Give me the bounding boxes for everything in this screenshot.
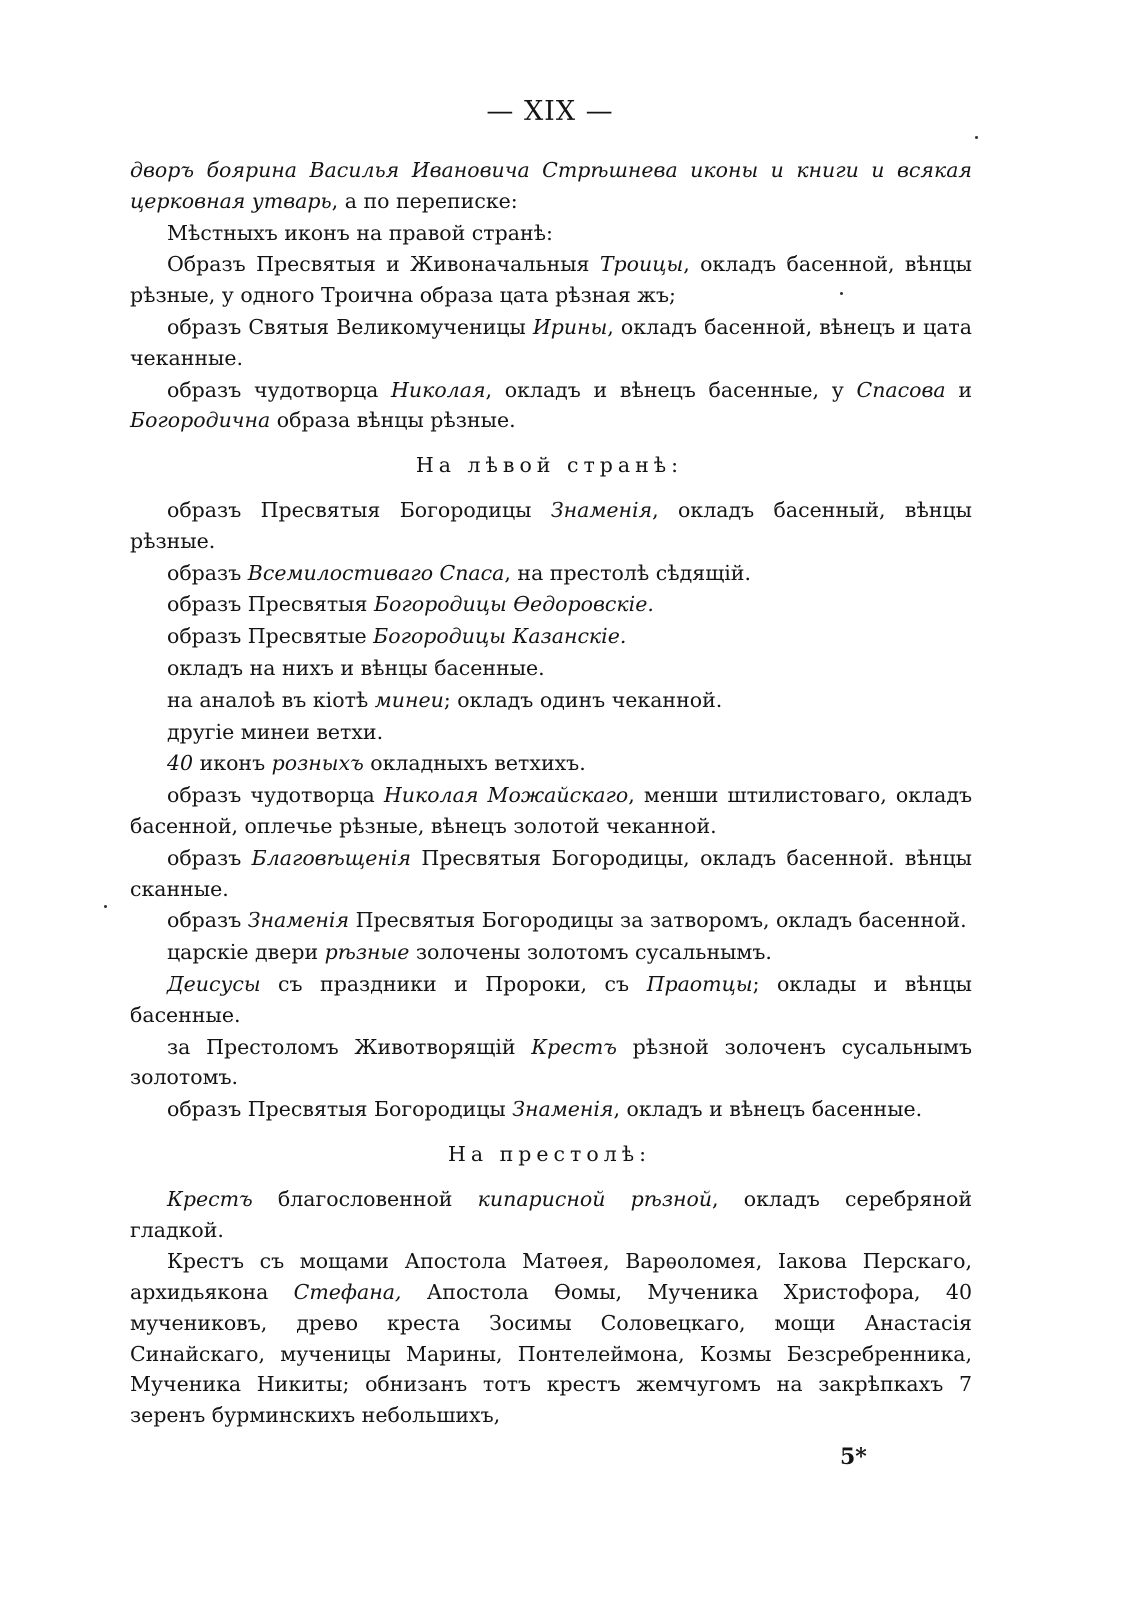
paragraph (130, 375, 972, 437)
text-segment: ; оклады и вѣнцы басенные. (130, 971, 972, 1027)
text-segment: образъ Святыя Великомученицы (167, 314, 533, 339)
paragraph (130, 653, 972, 684)
text-segment: окладныхъ ветхихъ. (363, 751, 586, 776)
paragraph (130, 780, 972, 842)
paragraph (130, 1032, 972, 1094)
italic-text: кипарисной рѣзной (477, 1186, 713, 1211)
text-segment: другіе минеи ветхи. (167, 719, 384, 744)
paragraph (130, 969, 972, 1031)
paragraph (130, 1094, 972, 1125)
text-segment: образъ Пресвятыя (167, 592, 374, 617)
paragraph (130, 843, 972, 905)
text-segment: царскіе двери (167, 940, 325, 965)
text-segment: и (945, 377, 972, 402)
text-segment: окладъ на нихъ и вѣнцы басенные. (167, 655, 545, 680)
paragraph (130, 905, 972, 936)
text-segment: образъ (167, 560, 248, 585)
text-segment: , окладъ серебряной гладкой. (130, 1186, 972, 1242)
text-segment: образъ чудотворца (167, 783, 384, 808)
paragraph (130, 748, 972, 779)
text-segment: Крестъ съ мощами Апостола Матѳея, Варѳоломея, Іакова Перскаго, архидьякона (130, 1249, 972, 1305)
paragraph (130, 937, 972, 968)
text-segment: образа вѣнцы рѣзные. (270, 408, 516, 433)
italic-text: Ирины (532, 314, 608, 339)
paragraph (130, 155, 972, 217)
paragraph (130, 249, 972, 311)
text-segment: , окладъ басенный, вѣнцы рѣзные. (130, 497, 972, 553)
text-segment: , а по переписке: (331, 188, 518, 213)
paragraph (130, 1184, 972, 1246)
italic-text: Крестъ (167, 1186, 253, 1211)
text-segment: ; окладъ одинъ чеканной. (443, 687, 723, 712)
text-segment: на аналоѣ въ кіотѣ (167, 687, 375, 712)
text-segment: На лѣвой странѣ: (415, 453, 684, 478)
scan-speck (975, 136, 978, 139)
italic-text: Крестъ (531, 1034, 617, 1059)
italic-text: розныхъ (271, 751, 364, 776)
text-segment: , окладъ басенной, вѣнцы рѣзные, у одного Троична образа цата рѣзная жъ; (130, 252, 972, 308)
text-segment: Образъ Пресвятыя и Живоначальныя (167, 252, 600, 277)
section-heading (130, 450, 972, 481)
italic-text: Знаменія (512, 1097, 614, 1122)
text-segment: , на престолѣ сѣдящій. (504, 560, 751, 585)
text-segment: образъ Пресвятые (167, 624, 374, 649)
text-segment: за Престоломъ Животворящій (167, 1034, 532, 1059)
italic-text: Богородична (130, 408, 271, 433)
italic-text: Стефана, (293, 1280, 402, 1305)
italic-text: Богородицы Казанскіе. (373, 624, 627, 649)
section-heading (130, 1139, 972, 1170)
text-segment: Пресвятыя Богородицы, окладъ басенной. вѣнцы сканные. (130, 845, 972, 901)
italic-text: Благовѣщенія (251, 845, 411, 870)
paragraph (130, 1246, 972, 1431)
scan-speck (840, 292, 843, 295)
paragraph (130, 685, 972, 716)
text-segment: иконъ (193, 751, 272, 776)
italic-text: Спасова (856, 377, 946, 402)
italic-text: дворъ боярина Василья Ивановича Стрѣшнева иконы и книги и всякая церковная утварь (130, 158, 972, 213)
text-segment: образъ Пресвятыя Богородицы (167, 1097, 513, 1122)
text-segment: , окладъ и вѣнецъ басенные. (613, 1097, 923, 1122)
scan-speck (104, 905, 107, 908)
text-segment: Апостола Ѳомы, Мученика Христофора, 40 мучениковъ, древо креста Зосимы Соловецкаго, мощи Анастасія Синайскаго, мученицы Марины, Понтелеймона, Козмы Безсребренника, Мученика Никиты; обнизанъ тотъ крестъ жемчугомъ на закрѣпкахъ 7 зеренъ бурминскихъ небольшихъ, (130, 1280, 972, 1428)
text-segment: Мѣстныхъ иконъ на правой странѣ: (167, 220, 553, 245)
paragraph (130, 558, 972, 589)
paragraph (130, 312, 972, 374)
italic-text: Знаменія (247, 908, 350, 933)
italic-text: Николая Можайскаго (383, 783, 629, 808)
italic-text: Праотцы (646, 971, 753, 996)
italic-text: минеи (374, 687, 444, 712)
paragraph (130, 589, 972, 620)
italic-text: рѣзные (324, 940, 410, 965)
italic-text: Деисусы (167, 971, 261, 996)
paragraph (130, 717, 972, 748)
text-segment: На престолѣ: (448, 1141, 651, 1166)
text-segment: золочены золотомъ сусальнымъ. (409, 940, 772, 965)
text-segment: съ праздники и Пророки, съ (260, 971, 647, 996)
text-segment: рѣзной золоченъ сусальнымъ золотомъ. (130, 1034, 972, 1090)
paragraph (130, 218, 972, 249)
document-body (130, 155, 972, 1432)
paragraph (130, 621, 972, 652)
text-segment: , менши штилистоваго, окладъ басенной, оплечье рѣзные, вѣнецъ золотой чеканной. (130, 783, 972, 838)
text-segment: образъ чудотворца (167, 377, 392, 402)
italic-text: Богородицы Ѳедоровскіе. (373, 592, 654, 617)
text-segment: , окладъ и вѣнецъ басенные, у (485, 377, 857, 402)
text-segment: , окладъ басенной, вѣнецъ и цата чеканные. (130, 314, 972, 370)
text-segment: образъ (167, 845, 252, 870)
italic-text: 40 (167, 751, 194, 776)
italic-text: Троицы (599, 252, 684, 277)
text-segment: образъ Пресвятыя Богородицы (167, 497, 551, 522)
italic-text: Знаменія (550, 497, 653, 522)
text-segment: Пресвятыя Богородицы за затворомъ, окладъ басенной. (349, 908, 967, 933)
text-segment: благословенной (252, 1186, 478, 1211)
signature-mark: 5* (840, 1444, 867, 1470)
italic-text: Всемилостиваго Спаса (247, 560, 505, 585)
page-number: — XIX — (486, 96, 614, 127)
paragraph (130, 495, 972, 557)
italic-text: Николая (391, 377, 486, 402)
text-segment: образъ (167, 908, 248, 933)
